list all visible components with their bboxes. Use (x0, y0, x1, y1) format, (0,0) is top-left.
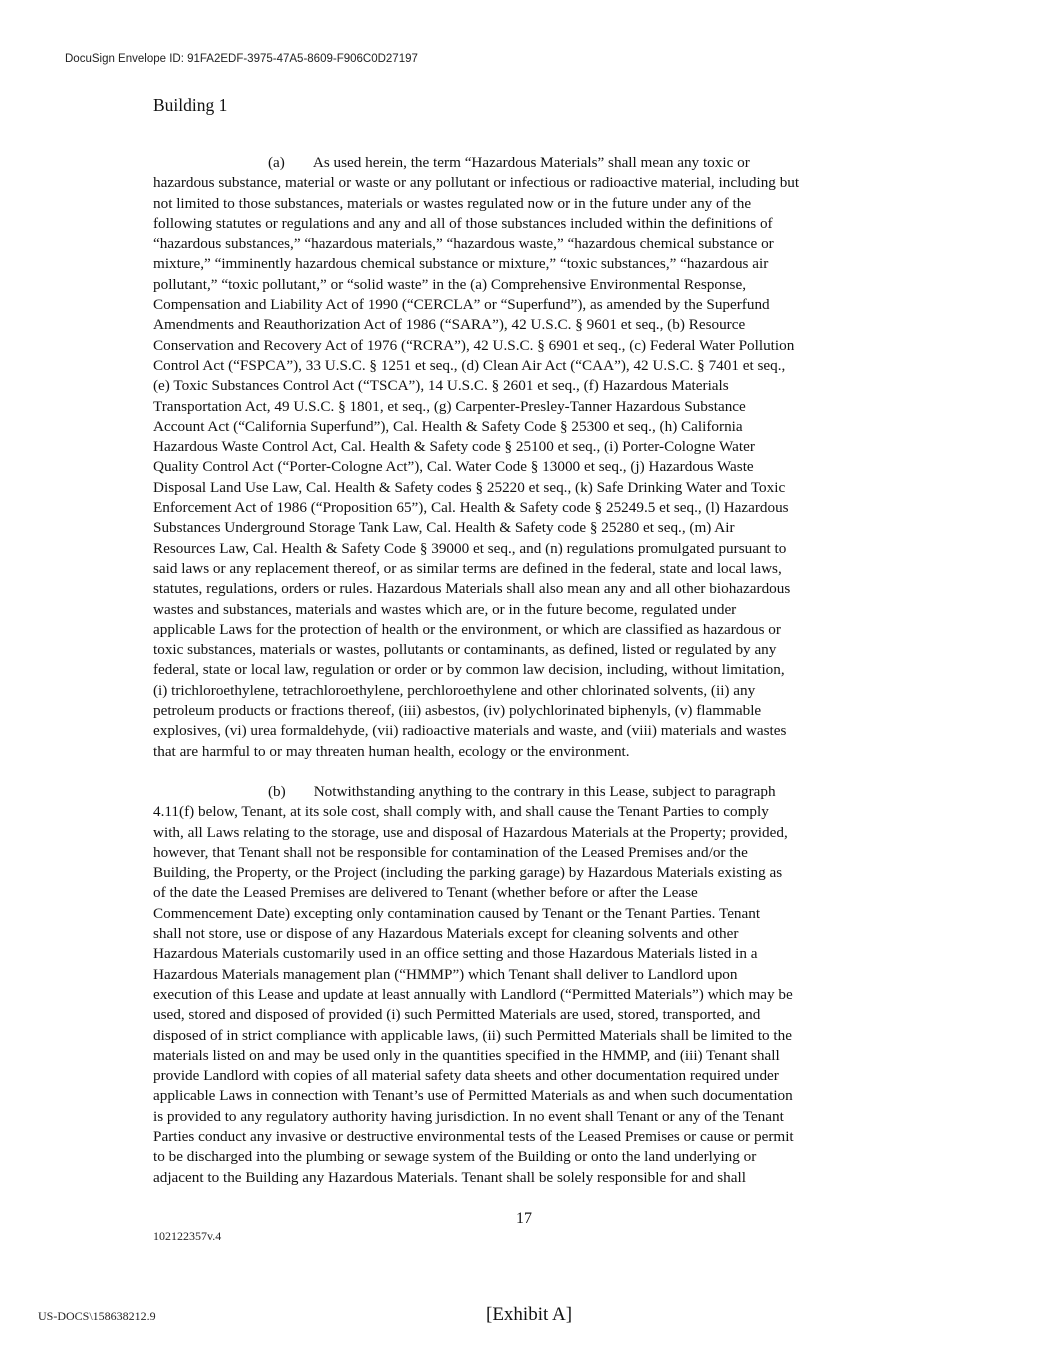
para-a-line-1: (a) As used herein, the term “Hazardous Materials” shall mean any toxic or (268, 154, 750, 171)
para-a-line: (i) trichloroethylene, tetrachloroethylene, perchloroethylene and other chlorinated solvents, (ii) any (153, 681, 756, 699)
para-a-line: petroleum products or fractions thereof, (iii) asbestos, (iv) polychlorinated biphenyls, (v) flammable (153, 702, 762, 720)
envelope-id: DocuSign Envelope ID: 91FA2EDF-3975-47A5-8609-F906C0D27197 (65, 53, 418, 65)
para-a-line: (e) Toxic Substances Control Act (“TSCA”), 14 U.S.C. § 2601 et seq., (f) Hazardous Materials (153, 377, 729, 395)
para-a-line: Compensation and Liability Act of 1990 (“CERCLA” or “Superfund”), as amended by the Superfund (153, 296, 770, 314)
para-b-line: to be discharged into the plumbing or sewage system of the Building or onto the land underlying or (153, 1148, 757, 1166)
para-a-line: Substances Underground Storage Tank Law, Cal. Health & Safety code § 25280 et seq., (m) Air (153, 519, 735, 537)
para-a-line: toxic substances, materials or wastes, pollutants or contaminants, as defined, listed or regulated by any (153, 641, 777, 659)
para-a-line: pollutant,” “toxic pollutant,” or “solid waste” in the (a) Comprehensive Environmental Response, (153, 275, 747, 293)
para-a-line: said laws or any replacement thereof, or as similar terms are defined in the federal, state and local laws, (153, 559, 782, 577)
para-b-marker: (b) (268, 783, 286, 800)
para-b-line: applicable Laws in connection with Tenant’s use of Permitted Materials as and when such documentation (153, 1087, 793, 1105)
para-b-line: used, stored and disposed of provided (i) such Permitted Materials are used, stored, transported, and (153, 1006, 761, 1024)
para-b-line: disposed of in strict compliance with applicable laws, (ii) such Permitted Materials shall be limited to the (153, 1026, 792, 1044)
para-b-line: Parties conduct any invasive or destructive environmental tests of the Leased Premises or cause or permit (153, 1128, 794, 1146)
para-a-line: applicable Laws for the protection of health or the environment, or which are classified as hazardous or (153, 620, 781, 638)
para-a-line: Control Act (“FSPCA”), 33 U.S.C. § 1251 et seq., (d) Clean Air Act (“CAA”), 42 U.S.C. § 7401 et seq., (153, 356, 786, 374)
para-a-line: “hazardous substances,” “hazardous materials,” “hazardous waste,” “hazardous chemical substance or (153, 235, 774, 253)
para-a-line: that are harmful to or may threaten human health, ecology or the environment. (153, 742, 630, 760)
para-a-line: Resources Law, Cal. Health & Safety Code § 39000 et seq., and (n) regulations promulgated pursuant to (153, 539, 787, 557)
para-b-line: materials listed on and may be used only in the quantities specified in the HMMP, and (iii) Tenant shall (153, 1046, 780, 1064)
para-a-line: Amendments and Reauthorization Act of 1986 (“SARA”), 42 U.S.C. § 9601 et seq., (b) Resource (153, 316, 746, 334)
para-b-line: is provided to any regulatory authority having jurisdiction. In no event shall Tenant or any of the Tenant (153, 1107, 784, 1125)
page-title: Building 1 (153, 95, 228, 115)
para-b-line-1: (b) Notwithstanding anything to the contrary in this Lease, subject to paragraph (268, 783, 776, 800)
para-a-line: Quality Control Act (“Porter-Cologne Act”), Cal. Water Code § 13000 et seq., (j) Hazardous Waste (153, 458, 754, 476)
para-a-line: mixture,” “imminently hazardous chemical substance or mixture,” “toxic substances,” “hazardous air (153, 255, 769, 273)
para-a-line: federal, state or local law, regulation or order or by common law decision, including, without limitation, (153, 661, 785, 679)
para-b-line: execution of this Lease and update at least annually with Landlord (“Permitted Materials”) which may be (153, 985, 793, 1003)
para-a-line: wastes and substances, materials and wastes which are, or in the future become, regulated under (153, 600, 737, 618)
paragraph-b (153, 782, 794, 1188)
para-a-line: Disposal Land Use Law, Cal. Health & Safety codes § 25220 et seq., (k) Safe Drinking Water and Toxic (153, 478, 786, 496)
para-a-line: following statutes or regulations and any and all of those substances included within the definitions of (153, 214, 773, 232)
para-b-line: however, that Tenant shall not be responsible for contamination of the Leased Premises and/or the (153, 843, 748, 861)
para-a-line: Transportation Act, 49 U.S.C. § 1801, et seq., (g) Carpenter-Presley-Tanner Hazardous Substance (153, 397, 746, 415)
page-number: 17 (516, 1210, 532, 1227)
para-b-line: provide Landlord with copies of all material safety data sheets and other documentation required under (153, 1067, 779, 1085)
exhibit-label: [Exhibit A] (486, 1304, 573, 1325)
para-a-line: Enforcement Act of 1986 (“Proposition 65”), Cal. Health & Safety code § 25249.5 et seq., (l) Hazardous (153, 499, 789, 517)
paragraph-a (153, 153, 799, 762)
para-a-line: Hazardous Waste Control Act, Cal. Health & Safety code § 25100 et seq., (i) Porter-Cologne Water (153, 438, 755, 456)
para-b-line: Hazardous Materials management plan (“HMMP”) which Tenant shall deliver to Landlord upon (153, 965, 738, 983)
para-a-line: not limited to those substances, materials or wastes regulated now or in the future under any of the (153, 194, 752, 212)
para-a-line: explosives, (vi) urea formaldehyde, (vii) radioactive materials and waste, and (viii) materials and wastes (153, 722, 787, 740)
para-a-marker: (a) (268, 154, 285, 171)
para-b-line: with, all Laws relating to the storage, use and disposal of Hazardous Materials at the Property; provided, (153, 823, 788, 841)
para-a-line: Conservation and Recovery Act of 1976 (“RCRA”), 42 U.S.C. § 6901 et seq., (c) Federal Water Pollution (153, 336, 795, 354)
para-b-line: Building, the Property, or the Project (including the parking garage) by Hazardous Materials existing as (153, 864, 783, 882)
para-b-line: Commencement Date) excepting only contamination caused by Tenant or the Tenant Parties. Tenant (153, 904, 761, 922)
para-a-line: hazardous substance, material or waste or any pollutant or infectious or radioactive material, including but (153, 174, 800, 192)
para-b-line: of the date the Leased Premises are delivered to Tenant (whether before or after the Lease (153, 884, 698, 902)
para-a-line: Account Act (“California Superfund”), Cal. Health & Safety Code § 25300 et seq., (h) California (153, 417, 743, 435)
para-b-line: adjacent to the Building any Hazardous Materials. Tenant shall be solely responsible for and shall (153, 1168, 746, 1186)
document-version: 102122357v.4 (153, 1229, 222, 1243)
para-a-line: statutes, regulations, orders or rules. Hazardous Materials shall also mean any and all other biohazardous (153, 580, 791, 598)
document-id: US-DOCS\158638212.9 (38, 1309, 156, 1323)
para-b-line: shall not store, use or dispose of any Hazardous Materials except for cleaning solvents and other (153, 925, 739, 943)
para-b-line: 4.11(f) below, Tenant, at its sole cost, shall comply with, and shall cause the Tenant Parties to comply (153, 803, 769, 821)
para-b-line: Hazardous Materials customarily used in an office setting and those Hazardous Materials listed in a (153, 945, 758, 963)
